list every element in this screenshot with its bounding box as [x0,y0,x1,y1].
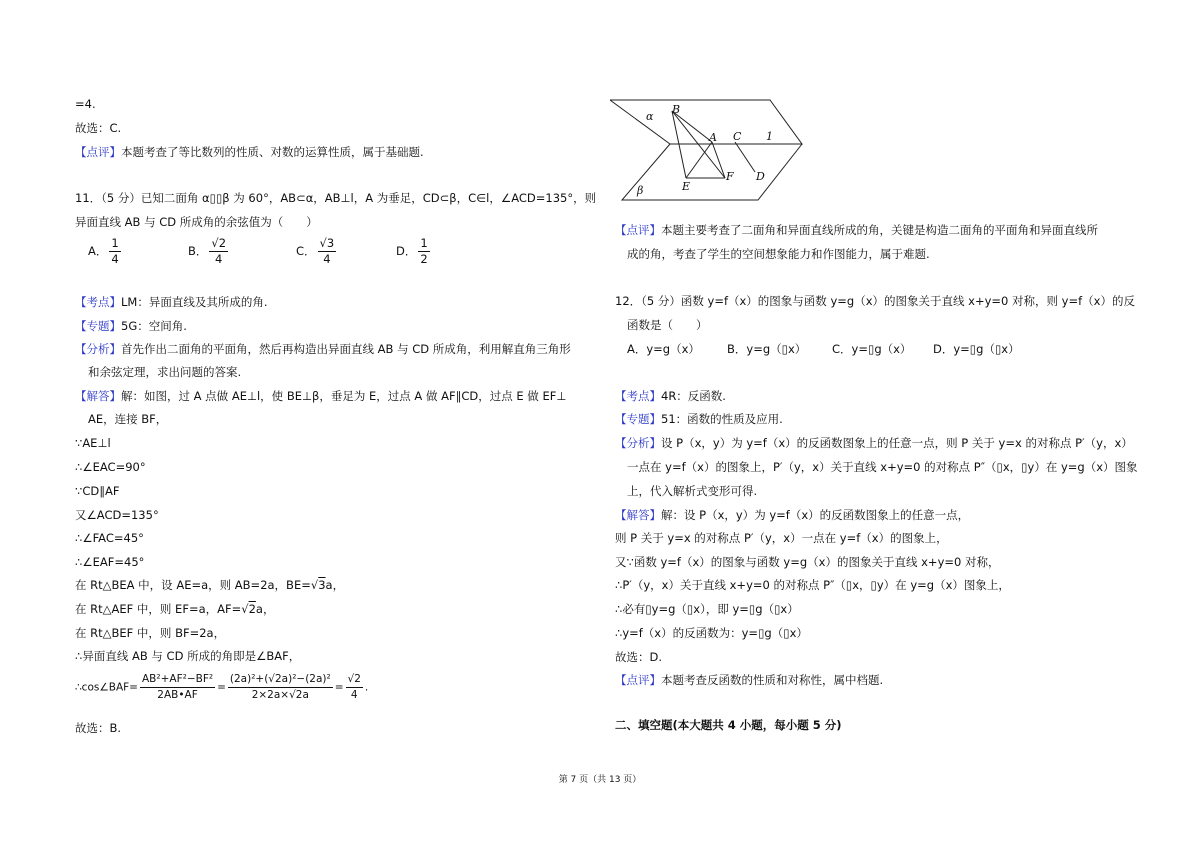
option-text: C．y= [832,342,868,356]
fraction [228,672,333,703]
missing-glyph: ▯ [209,191,216,205]
step-1: ∵AE⊥l [75,436,111,450]
denominator: 4 [215,252,223,266]
q11-jieda-2: AE，连接 BF， [88,412,168,426]
fraction [346,672,363,703]
kaodian-text: LM：异面直线及其所成的角. [121,295,268,309]
cos-formula: ∴cos∠BAF= $\frac{\text{AB²+AF²−BF²}}{2AB•AF}$ = $\frac{\text{(2a)²+(√2a)²−(2a)²}}{2\times 2a\times√2a}$ = $\frac{√2}{4}$ . [75,673,369,701]
missing-glyph: ▯ [758,626,765,640]
option-label: C． [296,244,316,258]
q12-step-5 [615,625,808,641]
jieda-text: 解：如图，过 A 点做 AE⊥l，使 BE⊥β，垂足为 E，过点 A 做 AF∥CD，过点 E 做 EF⊥ [121,389,567,403]
q12-option-d [933,341,1020,357]
step-text: x， [852,578,871,592]
missing-glyph: ▯ [781,342,788,356]
step-10: ∴异面直线 AB 与 CD 所成的角即是∠BAF， [75,649,301,663]
denominator: 4 [350,689,358,701]
step-text: ∴必有 [615,602,646,616]
fraction [140,672,215,703]
fenxi-text: x， [1002,460,1022,474]
numerator: √2 [211,236,227,250]
step-text: a， [255,602,275,616]
step-7: 在 Rt△BEA 中，设 AE=a，则 AB=2a，BE=√3a， [75,578,345,592]
segment-cd [735,142,755,172]
step-2: ∴∠EAC=90° [75,460,146,474]
denominator: 2×2a×√2a [251,689,309,701]
q11-text-b: β 为 60°，AB⊂α，AB⊥l，A 为垂足，CD⊂β，C∈l，∠ACD=135°，则 [222,191,597,205]
step-text: a， [325,578,345,592]
label-d: D [756,170,765,183]
q11-kaodian [75,294,267,310]
segment-ae [686,142,712,178]
label-c: C [733,130,742,143]
q12-option-a: A．y=g（x） [627,342,700,356]
q11-zhuanti [75,318,187,334]
label-b: B [672,103,681,116]
option-label: A． [88,244,108,258]
q11-fenxi [75,341,571,357]
q12-kaodian [615,388,726,404]
missing-glyph: ▯ [645,602,652,616]
zhuanti-text: 5G：空间角. [121,319,187,333]
q12-step-4 [615,601,799,617]
option-text: x） [1001,342,1020,356]
denominator: 2AB•AF [157,689,198,701]
missing-glyph: ▯ [774,602,781,616]
denominator: 4 [323,252,331,266]
fenxi-text: 一点在 y=f（x）的图象上，P′（y，x）关于直线 x+y=0 的对称点 P″（ [627,460,997,474]
q12-step-3 [615,577,1010,593]
fraction [109,236,120,267]
fraction [418,236,429,267]
label-f: F [726,170,734,183]
label-beta: β [637,184,644,197]
q12-fenxi [615,435,1133,451]
step-text: y）在 y=g（x）图象上， [876,578,1010,592]
q11-answer: 故选：B. [75,721,122,735]
missing-glyph: ▯ [996,460,1003,474]
step-4: 又∠ACD=135° [75,508,159,522]
formula-prefix: ∴cos∠BAF= [75,681,138,694]
tag-review: 【点评】 [615,223,661,237]
review-text: 本题主要考查了二面角和异面直线所成的角，关键是构造二面角的平面角和异面直线所 [661,223,1098,237]
step-5: ∴∠FAC=45° [75,531,144,545]
label-alpha: α [646,110,654,123]
step-text: ∴P′（y，x）关于直线 x+y=0 的对称点 P″（ [615,578,846,592]
segment-af [712,142,725,178]
step-text: g（ [755,602,775,616]
denominator: 4 [111,252,119,266]
step-8: 在 Rt△AEF 中，则 EF=a，AF=√2a， [75,602,275,616]
tag-jieda: 【解答】 [615,508,661,522]
review-text: 本题考查了等比数列的性质、对数的运算性质，属于基础题. [121,145,424,159]
denominator: 2 [420,252,428,266]
missing-glyph: ▯ [870,578,877,592]
q12-zhuanti [615,411,783,427]
section-heading-fill-in: 二、填空题(本大题共 4 小题，每小题 5 分) [615,718,842,732]
q11-dianping-2: 成的角，考查了学生的空间想象能力和作图能力，属于难题. [627,247,930,261]
missing-glyph: ▯ [867,342,875,356]
radicand: 3 [318,578,326,592]
q12-jieda [615,507,969,523]
fraction [209,236,228,267]
missing-glyph: ▯ [783,626,790,640]
plane-beta-outline [622,144,802,200]
option-text: D．y= [933,342,970,356]
fenxi-text: 首先作出二面角的平面角，然后再构造出异面直线 AB 与 CD 所成角，利用解直角三角形 [121,342,571,356]
review-text: 本题考查反函数的性质和对称性，属中档题. [661,673,884,687]
step-text: y=g（ [651,602,687,616]
q12-fenxi-3: 上，代入解析式变形可得. [627,484,758,498]
fenxi-text: y）在 y=g（x）图象 [1027,460,1138,474]
step-9: 在 Rt△BEF 中，则 BF=2a， [75,626,226,640]
tag-zhuanti: 【专题】 [75,319,121,333]
missing-glyph: ▯ [1021,460,1028,474]
tag-kaodian: 【考点】 [615,389,661,403]
missing-glyph: ▯ [845,578,853,592]
q11-fenxi-2: 和余弦定理，求出问题的答案. [88,365,242,379]
zhuanti-text: 51：函数的性质及应用. [661,412,783,426]
step-text: 在 Rt△BEA 中，设 AE=a，则 AB=2a，BE= [75,578,311,592]
numerator: √2 [346,672,363,688]
line-choose-c: 故选：C. [75,121,122,135]
tag-fenxi: 【分析】 [615,436,661,450]
jieda-text: 解：设 P（x，y）为 y=f（x）的反函数图象上的任意一点， [661,508,970,522]
q11-option-a [88,236,123,267]
numerator: √3 [319,236,335,250]
q12-step-1: 则 P 关于 y=x 的对称点 P′（y，x）一点在 y=f（x）的图象上， [615,531,948,545]
label-a: A [709,131,717,144]
q12-option-b [727,341,806,357]
q12-option-c [832,341,911,357]
fraction [318,236,337,267]
q11-line2: 异面直线 AB 与 CD 所成角的余弦值为（ ） [75,215,318,229]
label-l: 1 [766,130,773,143]
line-result: =4. [75,97,96,111]
step-text: x） [789,626,808,640]
fenxi-text: 设 P（x，y）为 y=f（x）的反函数图象上的任意一点，则 P 关于 y=x 的对称点 P′（y，x） [661,436,1133,450]
q11-dianping [615,222,1098,238]
q11-line1 [75,190,596,206]
missing-glyph: ▯ [748,602,756,616]
q12-dianping [615,672,883,688]
option-label: D． [396,244,417,258]
plane-edge [610,100,670,144]
missing-glyph: ▯ [686,602,694,616]
step-text: x） [780,602,799,616]
page-footer: 第 7 页（共 13 页） [558,775,642,785]
dihedral-figure [610,98,805,204]
step-text: x），即 y= [693,602,749,616]
missing-glyph: ▯ [215,191,223,205]
q11-jieda [75,388,566,404]
q11-option-c [296,236,338,267]
q11-option-b [188,236,230,267]
option-text: g（x） [874,342,912,356]
step-text: ∴y=f（x）的反函数为：y= [615,626,759,640]
q12-line1: 12．（5 分）函数 y=f（x）的图象与函数 y=g（x）的图象关于直线 x+y=0 对称，则 y=f（x）的反 [615,294,1135,308]
tag-jieda: 【解答】 [75,389,121,403]
option-text: x） [787,342,807,356]
missing-glyph: ▯ [994,342,1002,356]
kaodian-text: 4R：反函数. [661,389,726,403]
label-e: E [682,180,691,193]
tag-review: 【点评】 [75,145,121,159]
step-3: ∵CD∥AF [75,484,120,498]
review-10 [75,144,424,160]
step-text: g（ [764,626,784,640]
numerator: (2a)²+(√2a)²−(2a)² [228,672,333,688]
numerator: 1 [111,236,119,250]
q11-option-d [396,236,432,267]
q11-text-a: 11．（5 分）已知二面角 α [75,191,210,205]
numerator: 1 [420,236,428,250]
numerator: AB²+AF²−BF² [140,672,215,688]
option-text: B．y=g（ [727,342,782,356]
step-6: ∴∠EAF=45° [75,555,145,569]
tag-review: 【点评】 [615,673,661,687]
missing-glyph: ▯ [969,342,977,356]
option-label: B． [188,244,208,258]
tag-fenxi: 【分析】 [75,342,121,356]
q12-fenxi-2 [627,459,1138,475]
q12-answer: 故选：D. [615,650,663,664]
tag-zhuanti: 【专题】 [615,412,661,426]
option-text: g（ [976,342,995,356]
step-text: 在 Rt△AEF 中，则 EF=a，AF= [75,602,242,616]
radicand: 2 [248,602,256,616]
tag-kaodian: 【考点】 [75,295,121,309]
q12-step-2: 又∵函数 y=f（x）的图象与函数 y=g（x）的图象关于直线 x+y=0 对称， [615,555,1000,569]
q12-line2: 函数是（ ） [627,318,708,332]
